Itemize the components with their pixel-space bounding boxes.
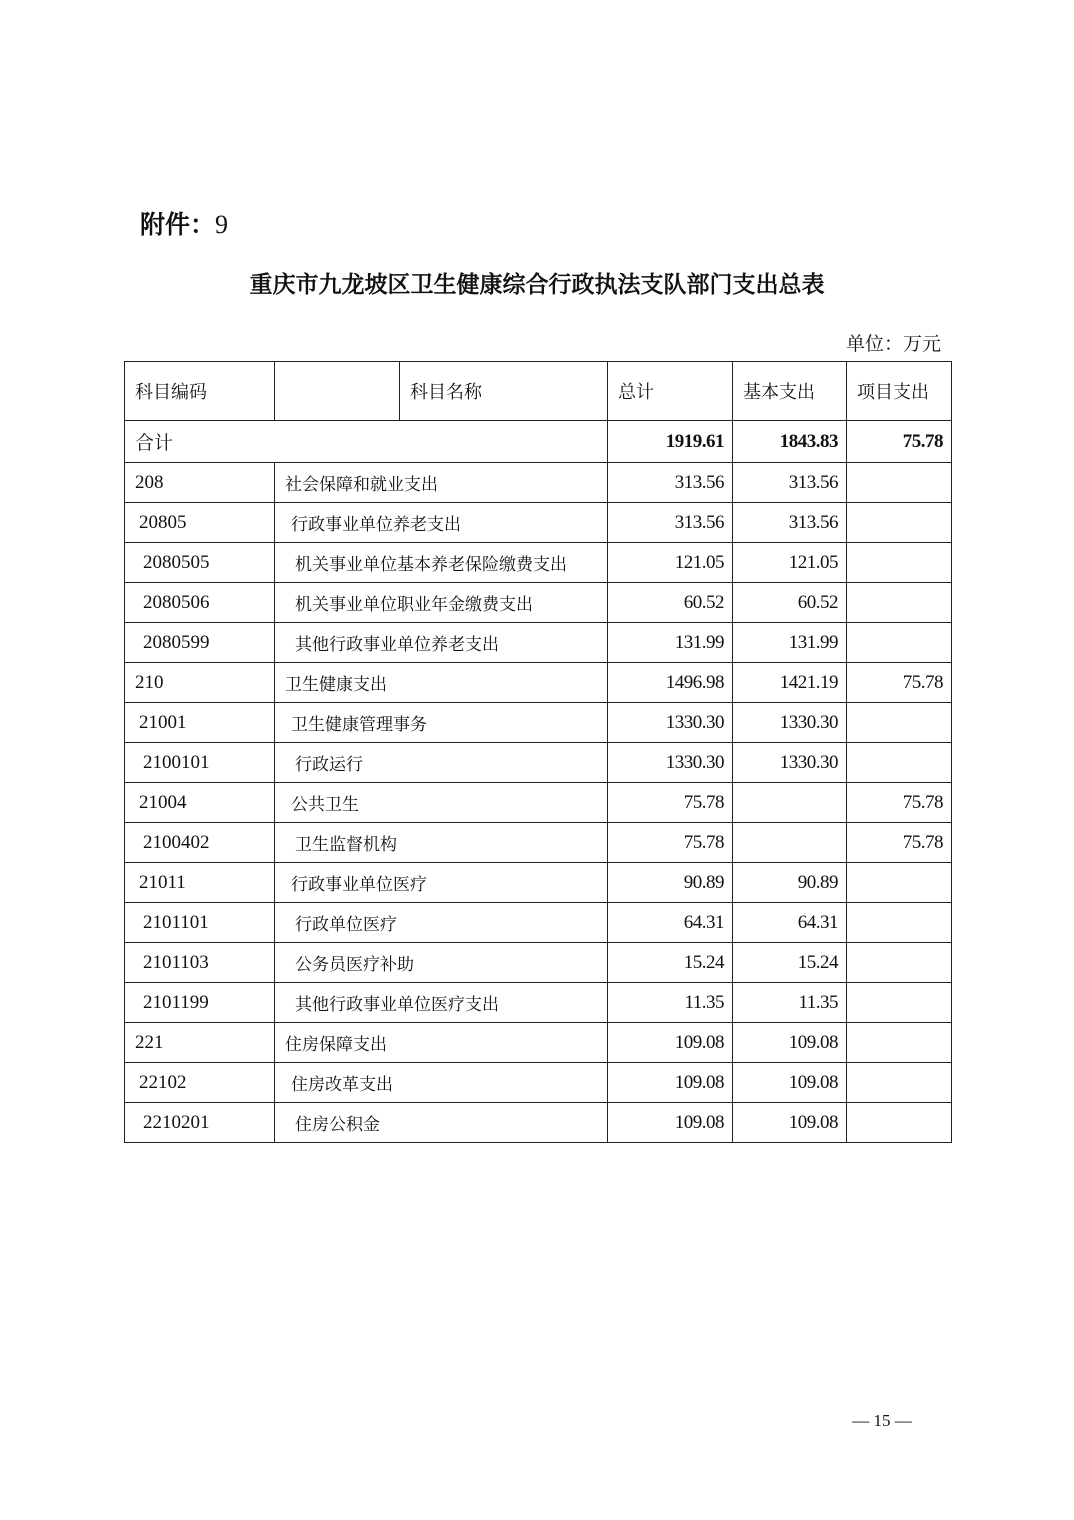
- attachment-number: 9: [215, 210, 229, 239]
- row-name: 住房保障支出: [275, 1023, 608, 1063]
- row-code: 2080506: [125, 583, 275, 623]
- header-name-cell: [275, 362, 608, 421]
- table-row: [125, 743, 952, 783]
- row-name: 行政事业单位医疗: [275, 863, 608, 903]
- row-project: [847, 623, 952, 663]
- row-basic: 64.31: [733, 903, 847, 943]
- row-basic: [733, 783, 847, 823]
- table-row: [125, 1023, 952, 1063]
- row-total: 75.78: [608, 783, 733, 823]
- header-code: 科目编码: [125, 362, 275, 421]
- table-row: [125, 1063, 952, 1103]
- row-total: 1330.30: [608, 703, 733, 743]
- row-basic: 109.08: [733, 1023, 847, 1063]
- table-row: [125, 823, 952, 863]
- row-project: [847, 743, 952, 783]
- row-basic: 90.89: [733, 863, 847, 903]
- row-basic: 121.05: [733, 543, 847, 583]
- page-number: — 15 —: [852, 1411, 912, 1430]
- row-name: 公共卫生: [275, 783, 608, 823]
- row-basic: 1421.19: [733, 663, 847, 703]
- row-code: 22102: [125, 1063, 275, 1103]
- row-code: 221: [125, 1023, 275, 1063]
- row-project: [847, 863, 952, 903]
- row-total: 15.24: [608, 943, 733, 983]
- row-project: [847, 463, 952, 503]
- row-basic: 1330.30: [733, 703, 847, 743]
- table-row: [125, 663, 952, 703]
- header-name: 科目名称: [410, 382, 482, 403]
- row-project: [847, 943, 952, 983]
- table-row: [125, 583, 952, 623]
- total-basic: 1843.83: [733, 421, 847, 463]
- row-name: 行政单位医疗: [275, 903, 608, 943]
- row-name: 公务员医疗补助: [275, 943, 608, 983]
- row-name: 卫生健康管理事务: [275, 703, 608, 743]
- unit-label: 单位：万元: [845, 333, 941, 355]
- row-project: [847, 1023, 952, 1063]
- row-code: 21001: [125, 703, 275, 743]
- total-label: 合计: [125, 421, 608, 463]
- table-row: [125, 1103, 952, 1143]
- row-total: 90.89: [608, 863, 733, 903]
- table-row: [125, 623, 952, 663]
- expenditure-table: [124, 361, 952, 1143]
- row-code: 2080505: [125, 543, 275, 583]
- table-row: [125, 703, 952, 743]
- table-header-row: [125, 362, 952, 421]
- table-row: [125, 783, 952, 823]
- row-basic: 109.08: [733, 1063, 847, 1103]
- row-code: 2080599: [125, 623, 275, 663]
- table-row: [125, 543, 952, 583]
- row-total: 313.56: [608, 503, 733, 543]
- table-row: [125, 943, 952, 983]
- total-project: 75.78: [847, 421, 952, 463]
- row-basic: 1330.30: [733, 743, 847, 783]
- row-project: [847, 983, 952, 1023]
- row-total: 131.99: [608, 623, 733, 663]
- row-project: [847, 543, 952, 583]
- row-project: [847, 1063, 952, 1103]
- table-row: [125, 903, 952, 943]
- header-total: 总计: [608, 362, 733, 421]
- attachment-label: [140, 205, 228, 241]
- row-project: 75.78: [847, 783, 952, 823]
- row-project: 75.78: [847, 823, 952, 863]
- row-name: 机关事业单位职业年金缴费支出: [275, 583, 608, 623]
- row-code: 208: [125, 463, 275, 503]
- row-total: 121.05: [608, 543, 733, 583]
- row-basic: 131.99: [733, 623, 847, 663]
- row-basic: 313.56: [733, 503, 847, 543]
- row-project: [847, 703, 952, 743]
- attachment-prefix: 附件：: [140, 210, 216, 239]
- header-project: 项目支出: [847, 362, 952, 421]
- row-name: 住房公积金: [275, 1103, 608, 1143]
- table-row: [125, 863, 952, 903]
- row-basic: 11.35: [733, 983, 847, 1023]
- row-name: 其他行政事业单位医疗支出: [275, 983, 608, 1023]
- row-project: [847, 903, 952, 943]
- row-basic: 313.56: [733, 463, 847, 503]
- row-basic: [733, 823, 847, 863]
- table-row: [125, 983, 952, 1023]
- row-code: 2101199: [125, 983, 275, 1023]
- row-total: 64.31: [608, 903, 733, 943]
- page-title: 重庆市九龙坡区卫生健康综合行政执法支队部门支出总表: [249, 271, 825, 298]
- row-project: [847, 503, 952, 543]
- row-basic: 60.52: [733, 583, 847, 623]
- table-row: [125, 463, 952, 503]
- row-code: 20805: [125, 503, 275, 543]
- total-row: [125, 421, 952, 463]
- row-name: 机关事业单位基本养老保险缴费支出: [275, 543, 608, 583]
- row-project: [847, 1103, 952, 1143]
- total-total: 1919.61: [608, 421, 733, 463]
- row-name: 卫生监督机构: [275, 823, 608, 863]
- row-name: 住房改革支出: [275, 1063, 608, 1103]
- row-name: 卫生健康支出: [275, 663, 608, 703]
- row-name: 行政事业单位养老支出: [275, 503, 608, 543]
- row-code: 21011: [125, 863, 275, 903]
- row-total: 109.08: [608, 1023, 733, 1063]
- header-basic: 基本支出: [733, 362, 847, 421]
- row-total: 109.08: [608, 1103, 733, 1143]
- row-code: 2210201: [125, 1103, 275, 1143]
- row-name: 社会保障和就业支出: [275, 463, 608, 503]
- row-name: 其他行政事业单位养老支出: [275, 623, 608, 663]
- row-total: 109.08: [608, 1063, 733, 1103]
- row-code: 2101101: [125, 903, 275, 943]
- row-basic: 109.08: [733, 1103, 847, 1143]
- row-basic: 15.24: [733, 943, 847, 983]
- row-total: 75.78: [608, 823, 733, 863]
- row-code: 210: [125, 663, 275, 703]
- row-code: 2101103: [125, 943, 275, 983]
- row-code: 2100402: [125, 823, 275, 863]
- row-total: 1330.30: [608, 743, 733, 783]
- row-name: 行政运行: [275, 743, 608, 783]
- row-code: 21004: [125, 783, 275, 823]
- row-project: [847, 583, 952, 623]
- row-project: 75.78: [847, 663, 952, 703]
- row-total: 60.52: [608, 583, 733, 623]
- table-row: [125, 503, 952, 543]
- row-total: 11.35: [608, 983, 733, 1023]
- row-total: 1496.98: [608, 663, 733, 703]
- row-code: 2100101: [125, 743, 275, 783]
- row-total: 313.56: [608, 463, 733, 503]
